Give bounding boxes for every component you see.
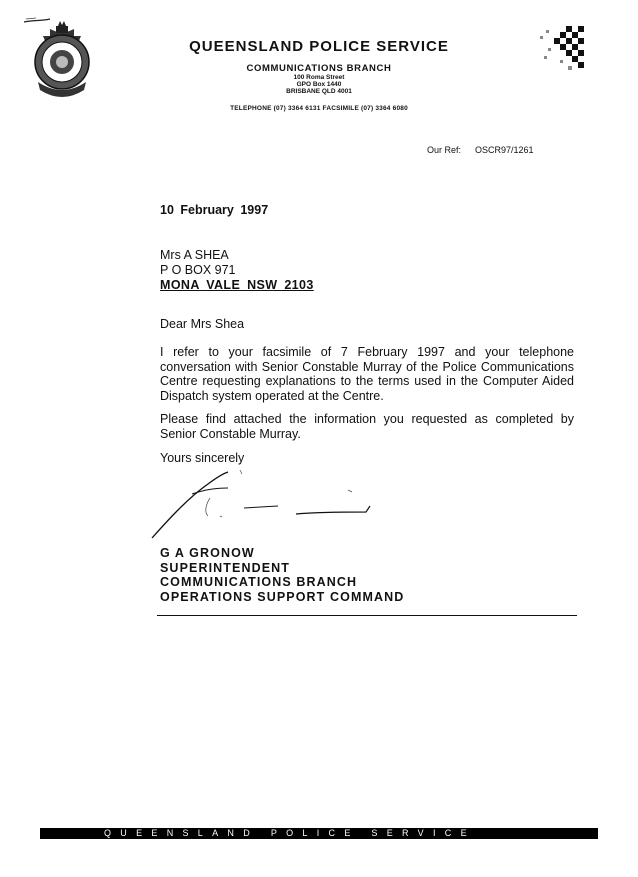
contact-line: TELEPHONE (07) 3364 6131 FACSIMILE (07) 3364 6080 — [230, 105, 408, 112]
reference-value: OSCR97/1261 — [475, 145, 534, 155]
signatory-branch: COMMUNICATIONS BRANCH — [160, 575, 358, 589]
signatory-name: G A GRONOW — [160, 546, 255, 560]
branch-name: COMMUNICATIONS BRANCH — [246, 63, 392, 74]
handwritten-signature — [148, 468, 378, 540]
reference-label: Our Ref: — [427, 145, 462, 155]
reference — [427, 145, 534, 155]
recipient-line-city: MONA VALE NSW 2103 — [160, 278, 314, 292]
signatory-block — [160, 546, 404, 604]
signatory-command: OPERATIONS SUPPORT COMMAND — [160, 589, 405, 604]
footer-text: QUEENSLAND POLICE SERVICE — [104, 828, 476, 838]
recipient-line-box: P O BOX 971 — [160, 263, 236, 277]
address-line-city: BRISBANE QLD 4001 — [286, 88, 352, 95]
letter-date: 10 February 1997 — [160, 203, 269, 217]
body-paragraph-1: I refer to your facsimile of 7 February 1997 and your telephone conversation with Senior Constable Murray of the Police Communications Centre requesting explanations to the terms used in the Computer Aided Dispatch system operated at the Centre. — [160, 345, 574, 403]
salutation: Dear Mrs Shea — [160, 317, 245, 331]
signatory-title: SUPERINTENDENT — [160, 560, 290, 575]
address-line-street: 100 Roma Street — [293, 74, 345, 81]
divider-rule — [157, 615, 577, 616]
body-paragraph-2: Please find attached the information you requested as completed by Senior Constable Murray. — [160, 412, 574, 441]
address-line-box: GPO Box 1440 — [296, 81, 342, 88]
agency-name: QUEENSLAND POLICE SERVICE — [189, 38, 449, 55]
recipient-address — [160, 248, 314, 293]
recipient-line-name: Mrs A SHEA — [160, 248, 229, 262]
closing: Yours sincerely — [160, 451, 245, 465]
